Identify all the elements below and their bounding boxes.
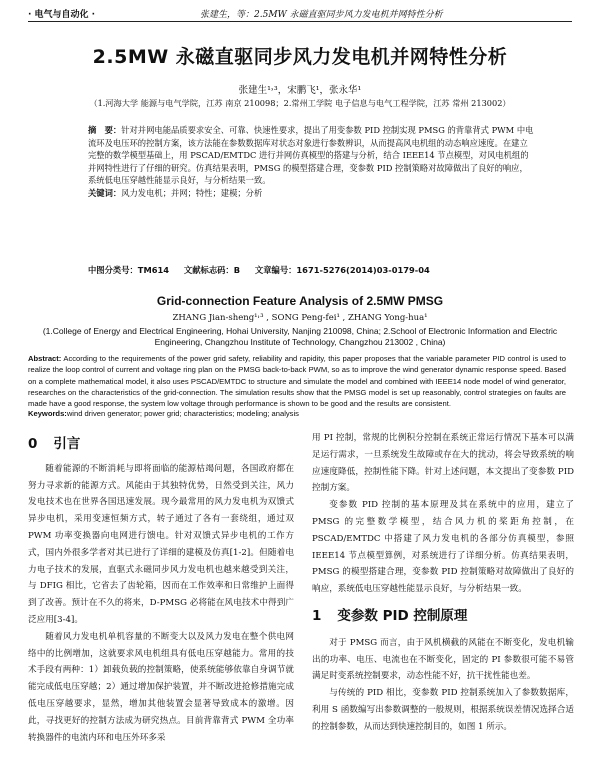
english-abstract [28, 353, 566, 409]
authors: 张建生¹˒³，宋鹏飞¹，张永华¹ [238, 85, 362, 96]
affiliation: （1.河海大学 能源与电气学院，江苏 南京 210098；2.常州工学院 电子信息与电气工程学院，江苏 常州 213002） [89, 98, 511, 108]
classification-line [88, 264, 442, 276]
keywords-cn-label: 关键词： [88, 187, 122, 198]
section-0-heading [28, 436, 294, 453]
keywords-cn-text: 风力发电机；并网；特性；建模；分析 [121, 187, 263, 198]
clc-number: 中图分类号：TM614 [88, 265, 170, 275]
left-column [28, 436, 294, 746]
right-paragraph-2: 变参数 PID 控制的基本原理及其在系统中的应用，建立了 PMSG 的完整数学模型，结合风力机的桨距角控制，在 PSCAD/EMTDC 中搭建了风力发电机的各部分仿真模型，参照 IEEE14 节点模型算例，对系统进行了详细分析。仿真结果表明，PMSG 的模型搭建合理，变参数 PID 控制策略对故障做出了良好的响应，系统低电压穿越性能显示良好，与分析结果一致。 [312, 500, 574, 595]
english-abstract-label: Abstract: [28, 354, 62, 363]
abstract-cn-label: 摘 要： [88, 125, 122, 135]
journal-section: · 电气与自动化 · [28, 10, 96, 20]
intro-paragraph-1: 随着能源的不断消耗与即将面临的能源枯竭问题，各国政府都在努力寻求新的能源方式。风能由于其独特优势，日然受到关注，风力发电技术也在世界各国迅速发展。现今最常用的风力发电机为双馈式异步电机，采用变速恒频方式，转子通过了各有一套绕组，通过双 PWM 功率变换器向电网进行馈电。针对双馈式异步电机的工作方式，国内外很多学者对其已进行了详细的建模及仿真[1-2]。但随着电力电子技术的发展，直驱式永磁同步风力发电机也越来越受到关注，与 DFIG 相比，它省去了齿轮箱，因而在工作效率和日常维护上面得到了改善。预计在不久的将来，D-PMSG 必将能在风电技术中得到广泛应用[3-4]。 [28, 463, 294, 625]
right-column [312, 430, 574, 736]
english-authors: ZHANG Jian-sheng¹˒³ , SONG Peng-fei¹ , ZHANG Yong-hua¹ [172, 313, 428, 323]
english-keywords [28, 409, 566, 418]
section-1-title: 变参数 PID 控制原理 [337, 607, 468, 624]
english-keywords-text: wind driven generator; power grid; characteristics; modeling; analysis [66, 409, 299, 418]
section-0-number: 0 [28, 436, 38, 452]
article-number: 文章编号：1671-5276(2014)03-0179-04 [254, 265, 430, 275]
english-keywords-label: Keywords: [28, 409, 67, 418]
abstract-cn [88, 124, 534, 200]
english-abstract-text: According to the requirements of the power grid safety, reliability and rapidity, this paper proposes that the variable parameter PID control is used to realize the loop control of current and voltage ring plan on the PMSG back-to-back PWM, so as to improve the wind generator dynamic response speed. Based on a complete mathematical model, it also uses PSCAD/EMTDC to structure and simulate the model and combined with IEEE14 node model of wind generator, researches on the characteristics of the grid-connection. The simulation results show that the PMSG model is set up reasonably, control strategies on faults are made have a good response, the system low voltage through performance is shown to be good and the results are consistent. [28, 354, 566, 409]
right-paragraph-1: 用 PI 控制，常规的比例积分控制在系统正常运行情况下基本可以满足运行需求，一旦系统发生故障或存在大的扰动，将会导致系统的响应速度降低，控制性能下降。针对上述问题，本文提出了变参数 PID 控制方案。 [312, 433, 574, 494]
english-affiliation: (1.College of Energy and Electrical Engineering, Hohai University, Nanjing 210098, China; 2.School of Electronic Information and Electric Engineering, Changzhou Institute of Technology, Changzhou 213002 , China) [42, 326, 558, 347]
header-rule [28, 21, 572, 22]
intro-paragraph-2: 随着风力发电机单机容量的不断变大以及风力发电在整个供电网络中的比例增加，这就要求风电机组具有低电压穿越能力。常用的技术手段有两种：1）卸载负载的控制策略，使系统能够依靠自身调节就能完成低电压穿越；2）通过增加保护装置，并不断改进抢修措施完成低电压穿越要求，显然，增加其他装置会显著导致成本的激增。因此，寻找更好的控制方法成为研究热点。目前背靠背式 PWM 全功率转换器件的电流内环和电压外环多采 [28, 631, 294, 743]
english-title: Grid-connection Feature Analysis of 2.5MW PMSG [156, 294, 444, 308]
abstract-cn-text: 针对并网电能品质要求安全、可靠、快速性要求，提出了用变参数 PID 控制实现 PMSG 的背靠背式 PWM 中电流环及电压环的控制方案，该方法能在参数数据库对状态对象进行参数辨识，从而提高风电机组的动态响应速度。在建立完整的数学模型基础上，用 PSCAD/EMTDC 进行并网仿真模型的搭建与分析，结合 IEEE14 节点模型，对风电机组的并网特性进行了仔细的研究。仿真结果表明，PMSG 的模型搭建合理，变参数 PID 控制策略对故障做出了良好的响应，系统低电压穿越性能显示良好，与分析结果一致。 [88, 125, 534, 186]
paper-title: 2.5MW 永磁直驱同步风力发电机并网特性分析 [92, 46, 508, 68]
section-1-heading [312, 608, 574, 625]
right-paragraph-3: 对于 PMSG 而言，由于风机横截的风能在不断变化，发电机输出的功率、电压、电流也在不断变化，固定的 PI 参数很可能不易管满足时变系统控制要求，动态性能不好，抗干扰性能也差。 [312, 637, 574, 682]
running-citation: 张建生，等：2.5MW 永磁直驱同步风力发电机并网特性分析 [200, 10, 443, 20]
document-code: 文献标志码：B [183, 265, 241, 275]
keywords-cn [88, 187, 534, 200]
running-header [28, 7, 572, 21]
right-paragraph-4: 与传统的 PID 相比，变参数 PID 控制系统加入了参数数据库，利用 S 函数编写出参数调整的一般规则，根据系统误差情况选择合适的控制参数，从而达到快速控制目的，如图 1 所示。 [312, 688, 574, 732]
section-0-title: 引言 [53, 436, 81, 452]
section-1-number: 1 [312, 607, 322, 624]
abstract-cn-body [88, 124, 534, 187]
